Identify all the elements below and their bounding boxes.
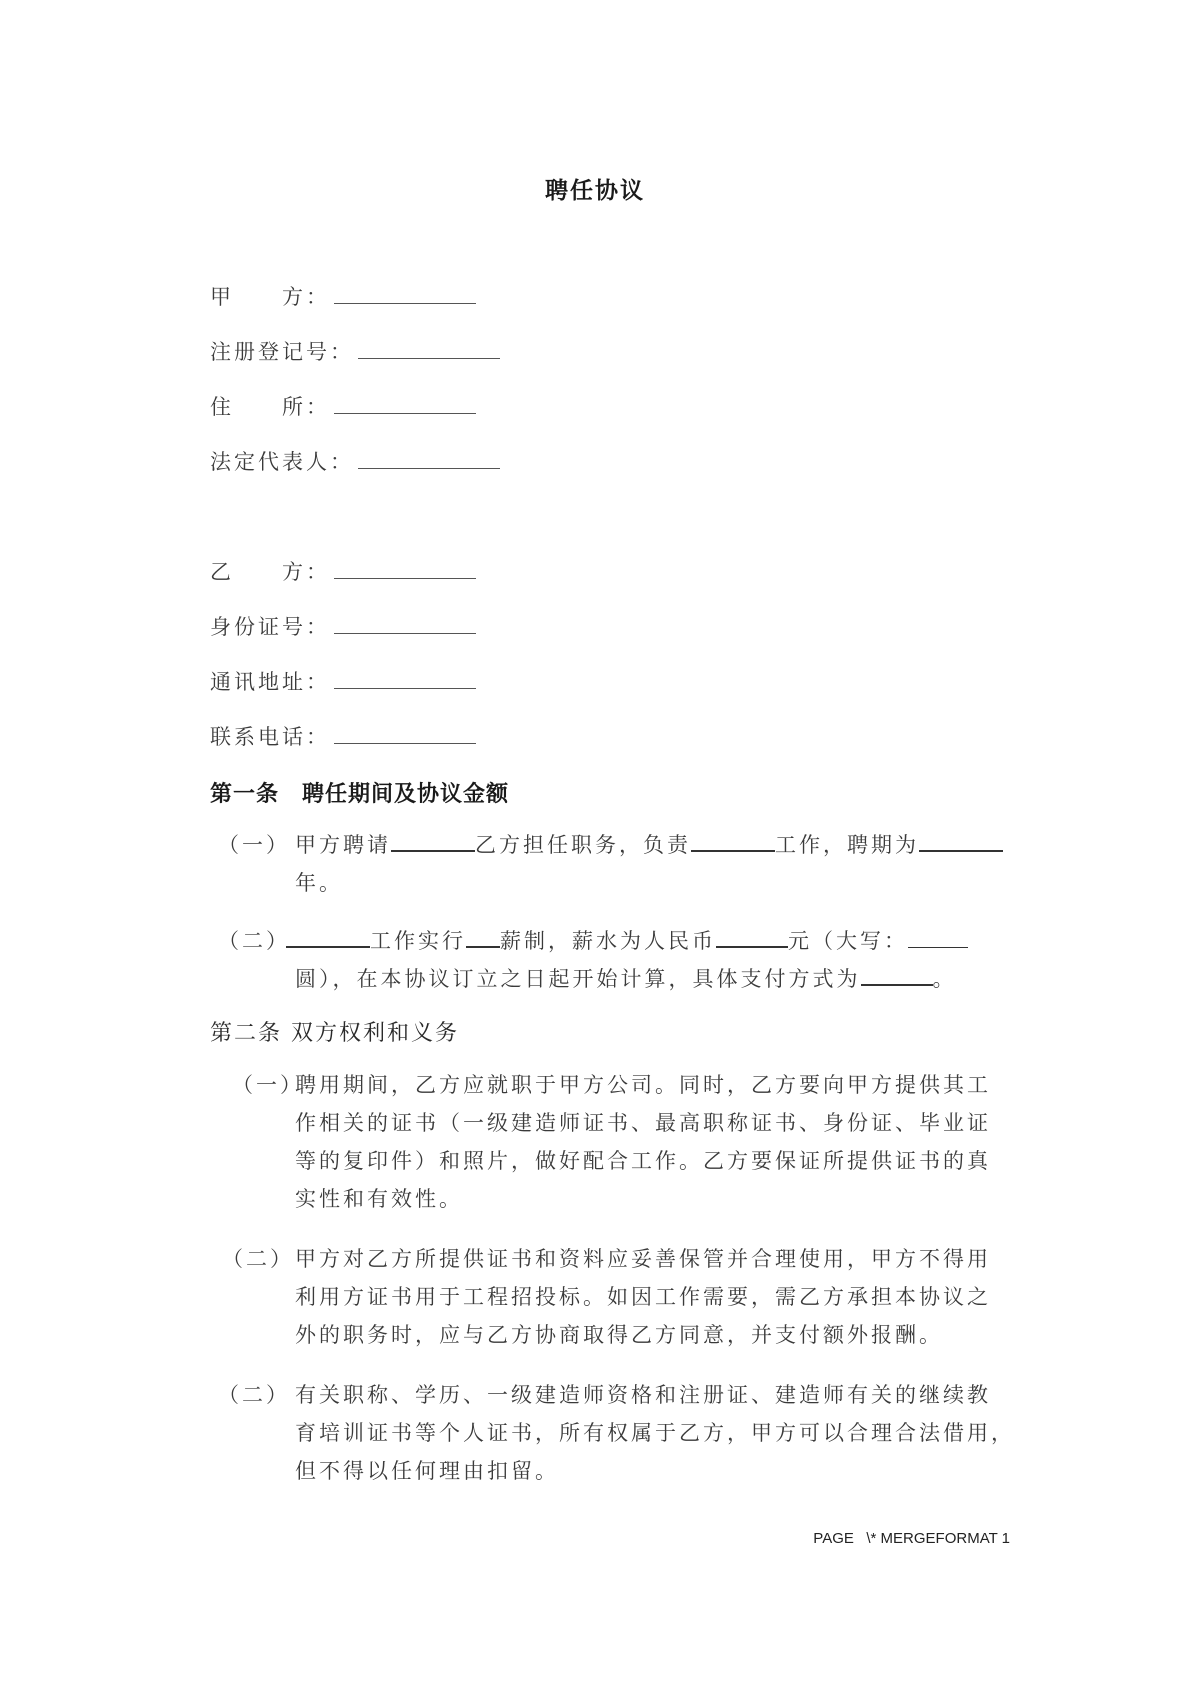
- clause-line: 等的复印件）和照片，做好配合工作。乙方要保证所提供证书的真: [295, 1149, 991, 1173]
- clause-line: 聘用期间，乙方应就职于甲方公司。同时，乙方要向甲方提供其工: [295, 1073, 991, 1097]
- clause-text: 乙方担任职务，负责: [475, 833, 691, 857]
- party-b-id-blank: [334, 615, 476, 634]
- party-b-name-label: 乙 方：: [210, 560, 330, 584]
- party-b-addr-label: 通讯地址：: [210, 670, 330, 694]
- clause-line: [286, 922, 1006, 960]
- article-2-clause-2: [0, 1240, 1190, 1360]
- fill-blank: [286, 924, 370, 948]
- clause-text: 元（大写：: [788, 929, 908, 953]
- article-2-heading: 第二条 双方权利和义务: [210, 1021, 459, 1046]
- party-a-address-label: 住 所：: [210, 395, 330, 419]
- party-a-name-field: [210, 282, 476, 312]
- clause-line: 育培训证书等个人证书，所有权属于乙方，甲方可以合理合法借用，: [295, 1421, 1015, 1445]
- party-b-id-field: [210, 612, 476, 642]
- clause-body: [295, 1240, 1015, 1354]
- party-a-rep-field: [210, 447, 500, 477]
- party-b-name-blank: [334, 560, 476, 579]
- party-b-addr-blank: [334, 670, 476, 689]
- party-b-phone-label: 联系电话：: [210, 725, 330, 749]
- clause-body: [295, 826, 1015, 902]
- party-a-reg-blank: [358, 340, 500, 359]
- party-a-reg-label: 注册登记号：: [210, 340, 354, 364]
- clause-line: [295, 826, 1015, 864]
- clause-number: （一）: [218, 833, 290, 857]
- party-a-rep-blank: [358, 450, 500, 469]
- party-b-name-field: [210, 557, 476, 587]
- article-1-heading: 第一条 聘任期间及协议金额: [210, 782, 510, 807]
- party-a-name-blank: [334, 285, 476, 304]
- article-2-clause-3: [0, 1376, 1190, 1496]
- article-2-clause-1: [0, 1066, 1190, 1226]
- clause-line: 外的职务时，应与乙方协商取得乙方同意，并支付额外报酬。: [295, 1323, 943, 1347]
- clause-text: 工作，聘期为: [775, 833, 919, 857]
- fill-blank: [691, 828, 775, 852]
- clause-number: （一）: [232, 1073, 304, 1097]
- clause-text: 圆），在本协议订立之日起开始计算，具体支付方式为: [295, 967, 861, 991]
- clause-line: 有关职称、学历、一级建造师资格和注册证、建造师有关的继续教: [295, 1383, 991, 1407]
- fill-blank: [919, 828, 1003, 852]
- party-b-id-label: 身份证号：: [210, 615, 330, 639]
- clause-number: （二）: [222, 1247, 294, 1271]
- party-a-rep-label: 法定代表人：: [210, 450, 354, 474]
- clause-line: 但不得以任何理由扣留。: [295, 1459, 559, 1483]
- clause-line: 作相关的证书（一级建造师证书、最高职称证书、身份证、毕业证: [295, 1111, 991, 1135]
- party-b-phone-blank: [334, 725, 476, 744]
- clause-text: 甲方聘请: [295, 833, 391, 857]
- clause-line: 甲方对乙方所提供证书和资料应妥善保管并合理使用，甲方不得用: [295, 1247, 991, 1271]
- fill-blank: [861, 962, 933, 986]
- fill-blank: [466, 924, 500, 948]
- clause-body: [295, 1066, 1015, 1218]
- clause-line: 实性和有效性。: [295, 1187, 463, 1211]
- clause-text: 工作实行: [370, 929, 466, 953]
- clause-text: 薪制，薪水为人民币: [500, 929, 716, 953]
- fill-blank: [716, 924, 788, 948]
- clause-line: [295, 960, 1015, 998]
- clause-text: 。: [932, 967, 957, 991]
- page-footer-field-code: PAGE \* MERGEFORMAT 1: [813, 1530, 1010, 1547]
- clause-body: [286, 922, 1006, 960]
- fill-blank: [391, 828, 475, 852]
- party-b-addr-field: [210, 667, 476, 697]
- article-1-clause-1: [0, 826, 1190, 906]
- party-b-phone-field: [210, 722, 476, 752]
- clause-body-cont: [295, 960, 1015, 998]
- party-a-reg-field: [210, 337, 500, 367]
- clause-number: （二）: [218, 1383, 290, 1407]
- party-a-address-blank: [334, 395, 476, 414]
- document-title: 聘任协议: [545, 178, 645, 204]
- clause-line: 年。: [295, 871, 343, 895]
- party-a-address-field: [210, 392, 476, 422]
- party-a-name-label: 甲 方：: [210, 285, 330, 309]
- clause-line: 利用方证书用于工程招投标。如因工作需要，需乙方承担本协议之: [295, 1285, 991, 1309]
- clause-number: （二）: [218, 929, 290, 953]
- article-1-clause-2: [0, 922, 1190, 1002]
- fill-blank: [908, 925, 968, 948]
- clause-body: [295, 1376, 1015, 1490]
